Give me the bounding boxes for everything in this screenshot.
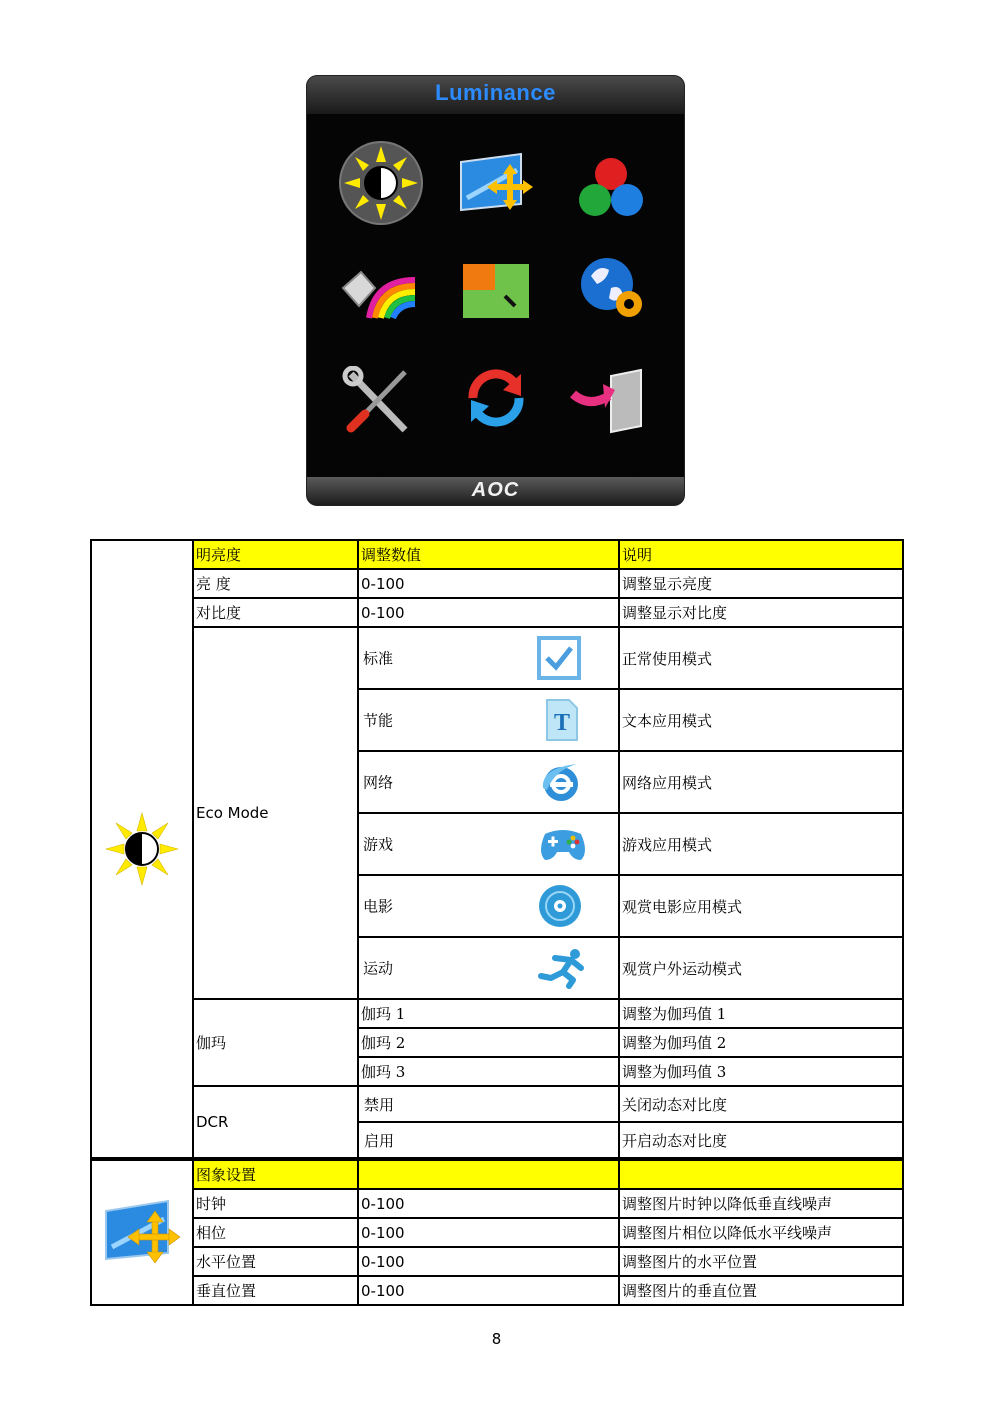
luminance-section-icon-cell — [91, 540, 193, 1158]
header-cell — [619, 1160, 903, 1189]
table-row — [91, 598, 903, 627]
color-setup-icon[interactable] — [575, 154, 647, 220]
header-cell: 明亮度 — [193, 540, 358, 569]
gamma-desc: 调整为伽玛值 3 — [619, 1057, 903, 1086]
gamepad-icon — [537, 822, 589, 866]
osd-setup-icon[interactable] — [577, 254, 649, 324]
eco-mode-name: Eco Mode — [193, 627, 358, 999]
standard-check-icon — [537, 636, 581, 680]
brightness-icon — [104, 811, 180, 887]
item-name: 时钟 — [193, 1189, 358, 1218]
sports-runner-icon — [537, 946, 589, 990]
mode-label: 标准 — [363, 649, 394, 668]
item-desc: 调整图片相位以降低水平线噪声 — [619, 1218, 903, 1247]
gamma-option: 伽玛 1 — [358, 999, 619, 1028]
item-name: 对比度 — [193, 598, 358, 627]
table-row — [91, 569, 903, 598]
osd-title: Luminance — [435, 80, 556, 105]
item-value: 0-100 — [358, 1189, 619, 1218]
mode-desc: 网络应用模式 — [619, 751, 903, 813]
item-desc: 调整显示亮度 — [619, 569, 903, 598]
table-header-row — [91, 540, 903, 569]
gamma-desc: 调整为伽玛值 1 — [619, 999, 903, 1028]
gamma-name: 伽玛 — [193, 999, 358, 1086]
dcr-option: 启用 — [358, 1122, 619, 1158]
table-row — [91, 1276, 903, 1305]
picture-boost-window-icon[interactable] — [461, 262, 531, 320]
eco-mode-option — [358, 813, 619, 875]
item-desc: 调整显示对比度 — [619, 598, 903, 627]
table-row — [91, 999, 903, 1028]
page-number: 8 — [491, 1330, 502, 1348]
header-cell — [358, 1160, 619, 1189]
dcr-name: DCR — [193, 1086, 358, 1158]
table-header-row — [91, 1160, 903, 1189]
luminance-icon[interactable] — [331, 140, 431, 226]
mode-label: 网络 — [363, 773, 394, 792]
item-value: 0-100 — [358, 1276, 619, 1305]
aoc-logo: AOC — [471, 479, 520, 501]
gamma-desc: 调整为伽玛值 2 — [619, 1028, 903, 1057]
image-setup-icon — [102, 1197, 182, 1269]
dcr-option: 禁用 — [358, 1086, 619, 1122]
table-row — [91, 1189, 903, 1218]
item-value: 0-100 — [358, 569, 619, 598]
gamma-option: 伽玛 2 — [358, 1028, 619, 1057]
header-cell: 调整数值 — [358, 540, 619, 569]
extra-tools-icon[interactable] — [341, 366, 415, 436]
mode-desc: 观赏户外运动模式 — [619, 937, 903, 999]
mode-label: 电影 — [363, 897, 394, 916]
mode-label: 运动 — [363, 959, 394, 978]
luminance-table — [90, 539, 904, 1159]
item-value: 0-100 — [358, 598, 619, 627]
text-t-icon — [539, 698, 583, 742]
osd-footer — [307, 477, 684, 505]
dcr-desc: 关闭动态对比度 — [619, 1086, 903, 1122]
eco-mode-option — [358, 875, 619, 937]
eco-mode-option — [358, 627, 619, 689]
item-value: 0-100 — [358, 1218, 619, 1247]
item-name: 亮 度 — [193, 569, 358, 598]
movie-disc-icon — [537, 883, 583, 929]
eco-mode-option — [358, 937, 619, 999]
osd-header — [307, 76, 684, 114]
internet-icon — [537, 758, 585, 806]
exit-icon[interactable] — [569, 368, 645, 434]
mode-desc: 观赏电影应用模式 — [619, 875, 903, 937]
mode-desc: 游戏应用模式 — [619, 813, 903, 875]
dcr-desc: 开启动态对比度 — [619, 1122, 903, 1158]
item-desc: 调整图片时钟以降低垂直线噪声 — [619, 1189, 903, 1218]
osd-menu — [307, 76, 684, 505]
item-desc: 调整图片的垂直位置 — [619, 1276, 903, 1305]
table-row — [91, 627, 903, 689]
mode-label: 节能 — [363, 711, 394, 730]
image-setup-icon[interactable] — [457, 150, 537, 220]
image-setup-table — [90, 1159, 904, 1306]
item-desc: 调整图片的水平位置 — [619, 1247, 903, 1276]
mode-desc: 文本应用模式 — [619, 689, 903, 751]
mode-label: 游戏 — [363, 835, 394, 854]
mode-desc: 正常使用模式 — [619, 627, 903, 689]
item-value: 0-100 — [358, 1247, 619, 1276]
picture-boost-icon[interactable] — [339, 258, 419, 324]
eco-mode-option — [358, 751, 619, 813]
table-row — [91, 1086, 903, 1122]
item-name: 垂直位置 — [193, 1276, 358, 1305]
reset-icon[interactable] — [463, 364, 529, 432]
item-name: 水平位置 — [193, 1247, 358, 1276]
table-row — [91, 1218, 903, 1247]
header-cell: 说明 — [619, 540, 903, 569]
item-name: 相位 — [193, 1218, 358, 1247]
image-setup-section-icon-cell — [91, 1160, 193, 1305]
header-cell: 图象设置 — [193, 1160, 358, 1189]
table-row — [91, 1247, 903, 1276]
svg-text:T: T — [553, 710, 571, 736]
gamma-option: 伽玛 3 — [358, 1057, 619, 1086]
eco-mode-option — [358, 689, 619, 751]
